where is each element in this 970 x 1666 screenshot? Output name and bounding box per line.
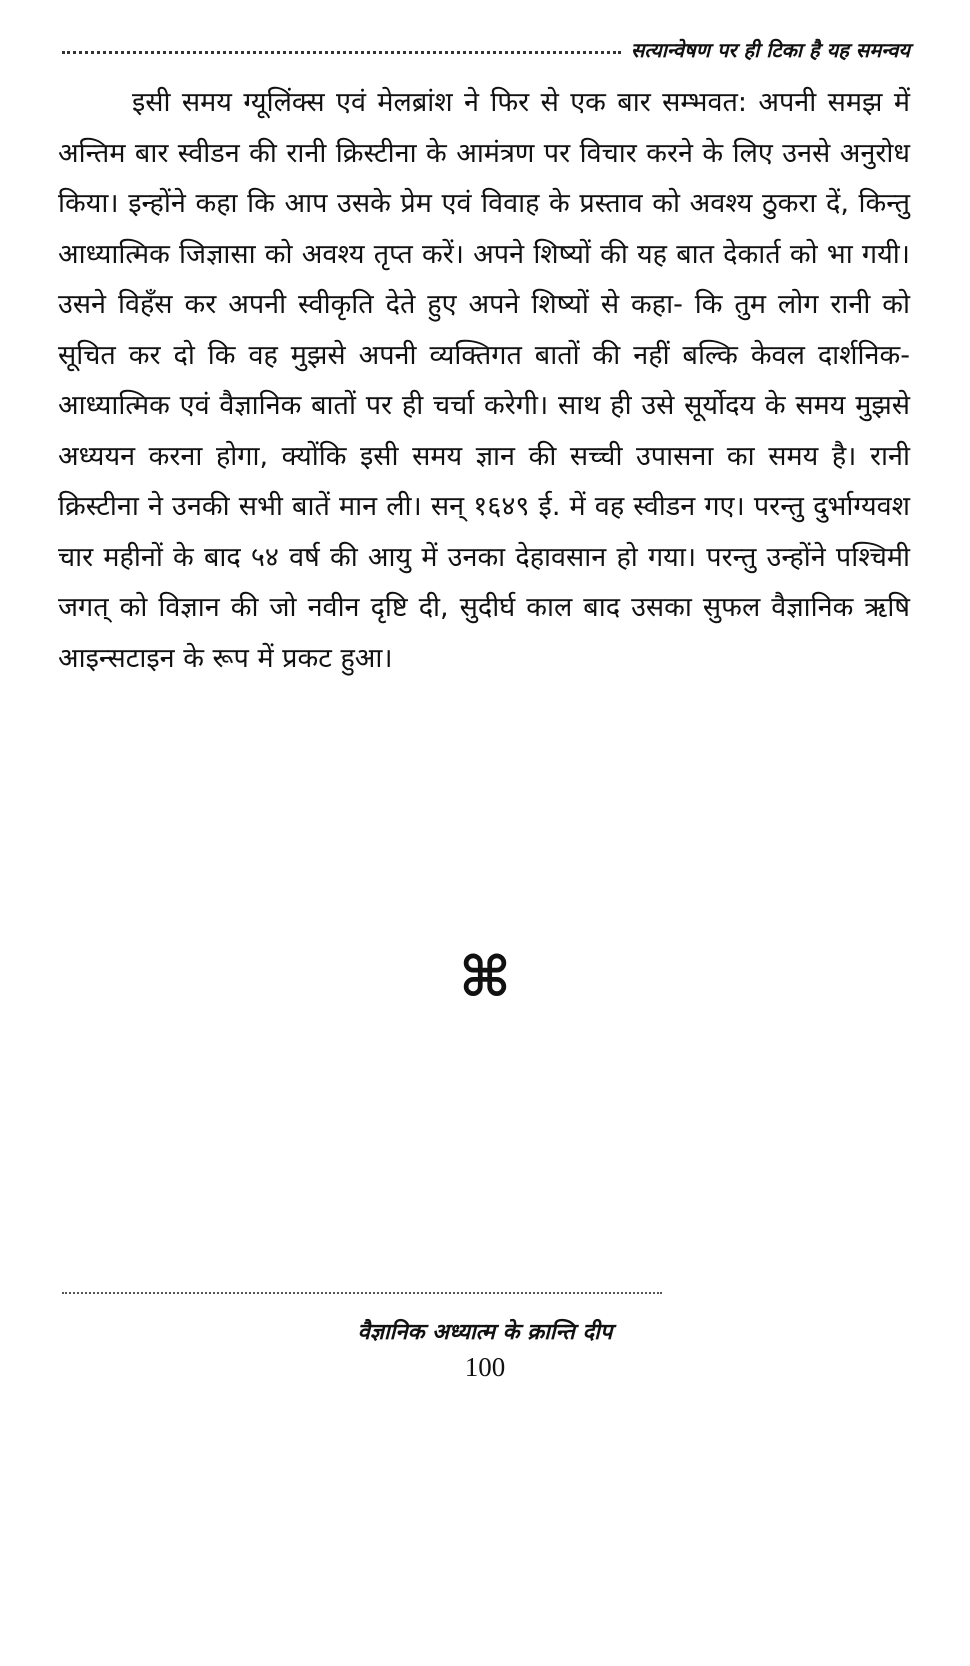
running-header <box>62 36 910 63</box>
header-dot-leader <box>62 51 621 54</box>
footer-book-title: वैज्ञानिक अध्यात्म के क्रान्ति दीप <box>357 1320 613 1345</box>
body-paragraph: इसी समय ग्यूलिंक्स एवं मेलब्रांश ने फिर से एक बार सम्भवत: अपनी समझ में अन्तिम बार स्वीडन की रानी क्रिस्टीना के आमंत्रण पर विचार करने के लिए उनसे अनुरोध किया। इन्होंने कहा कि आप उसके प्रेम एवं विवाह के प्रस्ताव को अवश्य ठुकरा दें, किन्तु आध्यात्मिक जिज्ञासा को अवश्य तृप्त करें। अपने शिष्यों की यह बात देकार्त को भा गयी। उसने विहँस कर अपनी स्वीकृति देते हुए अपने शिष्यों से कहा- कि तुम लोग रानी को सूचित कर दो कि वह मुझसे अपनी व्यक्तिगत बातों की नहीं बल्कि केवल दार्शनिक-आध्यात्मिक एवं वैज्ञानिक बातों पर ही चर्चा करेगी। साथ ही उसे सूर्योदय के समय मुझसे अध्ययन करना होगा, क्योंकि इसी समय ज्ञान की सच्ची उपासना का समय है। रानी क्रिस्टीना ने उनकी सभी बातें मान ली। सन् १६४९ ई. में वह स्वीडन गए। परन्तु दुर्भाग्यवश चार महीनों के बाद ५४ वर्ष की आयु में उनका देहावसान हो गया। परन्तु उन्होंने पश्चिमी जगत् को विज्ञान की जो नवीन दृष्टि दी, सुदीर्घ काल बाद उसका सुफल वैज्ञानिक ऋषि आइन्सटाइन के रूप में प्रकट हुआ। <box>58 87 910 674</box>
running-header-title: सत्यान्वेषण पर ही टिका है यह समन्वय <box>630 38 910 62</box>
footer-dotted-rule <box>62 1292 662 1294</box>
section-ornament-icon: ⌘ <box>459 945 511 1010</box>
page-number: 100 <box>464 1352 506 1382</box>
